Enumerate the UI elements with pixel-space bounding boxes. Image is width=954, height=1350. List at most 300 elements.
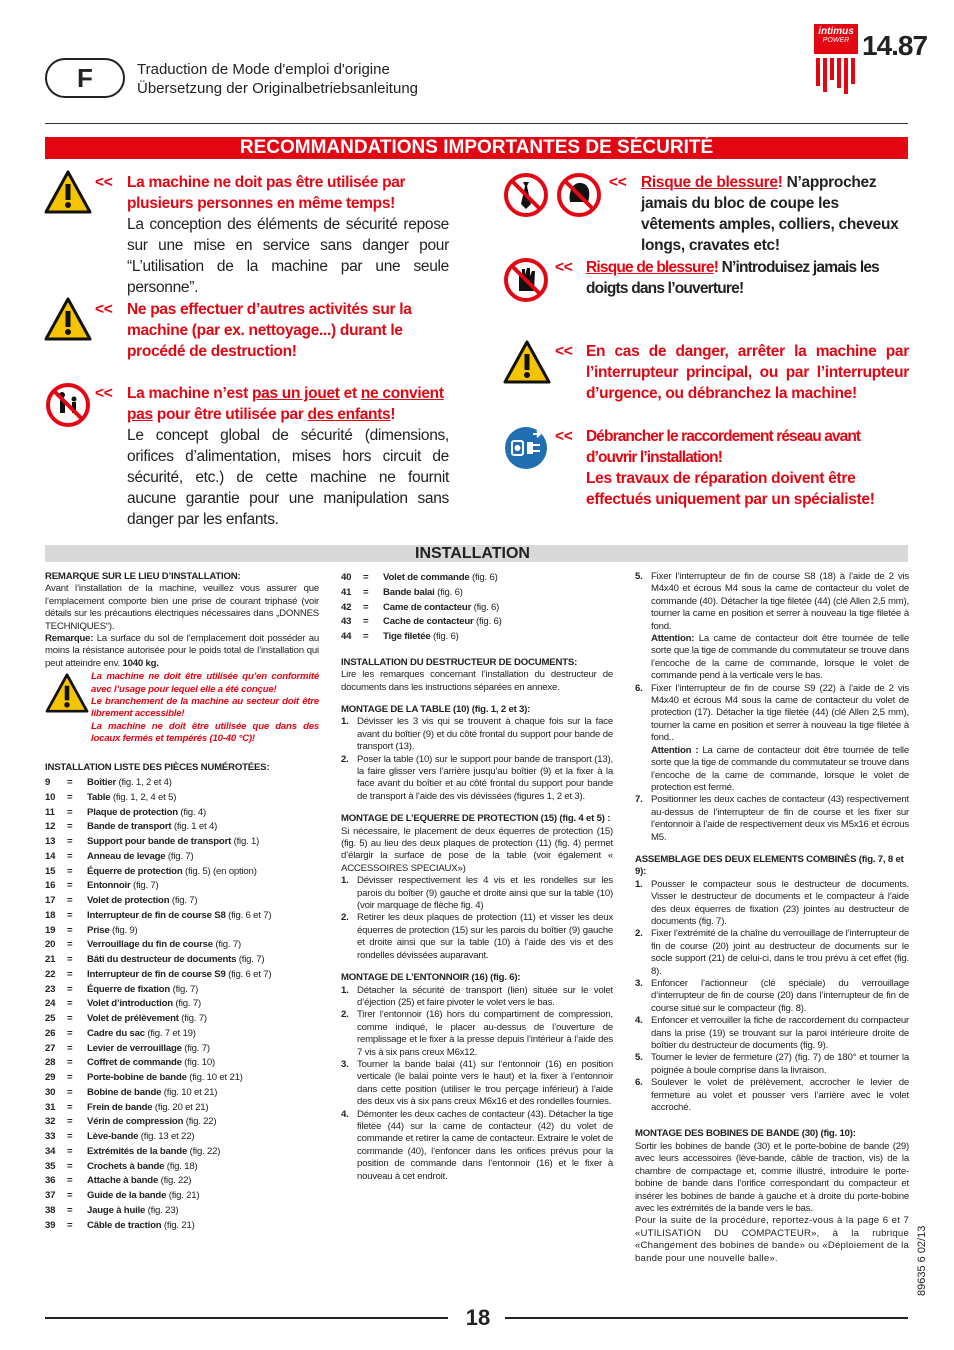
document-code: 89635 6 02/13 — [916, 1225, 928, 1296]
part-number: 30 — [45, 1086, 56, 1098]
part-label — [87, 806, 206, 821]
subtitle-line-1: Traduction de Mode d'emploi d'origine — [137, 61, 390, 78]
page-number: 18 — [465, 1305, 491, 1330]
part-name: Bobine de bande — [87, 1086, 162, 1098]
part-number: 40 — [341, 572, 352, 583]
part-name: Table — [87, 791, 111, 803]
part-label — [87, 1042, 210, 1057]
part-row — [341, 630, 613, 645]
w4-b: ! — [777, 174, 787, 191]
part-number: 27 — [45, 1042, 56, 1054]
c1-remark-text: La surface du sol de l’emplacement doit posséder au moins la résistance autorisée pour le poids total de l’installation qui peut atteindre env. — [45, 633, 319, 669]
part-row — [45, 968, 319, 983]
list-text-body: Pousser le compacteur sous le destructeur de documents. Visser le destructeur de documents et le compacteur à l’aide des deux équerres de fixation (23) jointes au destructeur de documents (fig. 7). — [651, 878, 909, 927]
no-children-icon — [45, 382, 91, 428]
part-name: Frein de bande — [87, 1101, 153, 1113]
part-figure-ref: (fig. 6) — [430, 631, 459, 642]
c1-warning-2: Le branchement de la machine au secteur doit être librement accessible! — [91, 696, 319, 720]
part-figure-ref: (fig. 7) — [212, 939, 241, 951]
part-figure-ref: (fig. 10) — [181, 1057, 216, 1069]
list-item — [635, 794, 909, 844]
part-figure-ref: (fig. 7) — [169, 895, 198, 907]
part-number: 39 — [45, 1219, 56, 1231]
part-figure-ref: (fig. 23) — [145, 1204, 179, 1216]
part-equals: = — [67, 939, 73, 951]
list-item — [341, 754, 613, 804]
part-row — [45, 879, 319, 894]
list-number: 3. — [635, 978, 643, 989]
list-text-body: Fixer l’interrupteur de fin de course S8 (18) à l’aide de 2 vis M4x40 et écrous M4 sous la came de contacteur du volet de commande (40). Détacher la tige filetée (44) (clé Allen 2,5 mm), tourner la came en position et serrer à nouveau la tige filetée à fond. — [651, 571, 909, 632]
part-row — [45, 983, 319, 998]
list-item — [341, 985, 613, 1010]
part-label — [87, 820, 217, 835]
list-item — [635, 978, 909, 1015]
part-number: 41 — [341, 586, 352, 598]
part-row — [45, 1101, 319, 1116]
part-number: 43 — [341, 616, 352, 628]
warning-3-heading — [127, 383, 449, 425]
part-label — [87, 879, 159, 894]
part-number: 44 — [341, 631, 352, 642]
list-number: 2. — [635, 928, 643, 940]
part-label — [87, 1086, 217, 1101]
list-text — [651, 683, 909, 795]
list-text-body: Soulever le volet de prélèvement, accrocher le levier de fermeture au volet et pousser vers l’arrière avec le volet accroché. — [651, 1077, 909, 1114]
list-number: 1. — [341, 875, 349, 887]
marker: << — [95, 385, 113, 402]
part-row — [45, 1115, 319, 1130]
part-name: Bande balai — [383, 586, 435, 598]
part-name: Crochets à bande — [87, 1160, 165, 1172]
installation-band — [45, 545, 908, 562]
w4-c: N’approchez jamais du bloc de coupe les vêtements amples, colliers, cheveux longs, cravates etc! — [641, 174, 899, 254]
intimus-logo — [814, 54, 858, 104]
warning-4 — [641, 172, 909, 256]
footer-rule-left — [45, 1317, 448, 1319]
part-label — [87, 1204, 178, 1219]
list-text-body: Fixer l’interrupteur de fin de course S9 (22) à l’aide de 2 vis M4x40 et écrous M4 sous la came de contacteur du volet de protection (17). Détacher la tige filetée (44) (clé Allen 2,5 mm), tourner la came en position et serrer à nouveau la tige filetée à fond.. — [651, 682, 909, 744]
part-row — [45, 820, 319, 835]
document-subtitle — [137, 60, 418, 98]
column-3 — [635, 571, 909, 1265]
part-figure-ref: (fig. 22) — [187, 1145, 221, 1157]
part-name: Porte-bobine de bande — [87, 1072, 187, 1084]
part-number: 18 — [45, 909, 56, 921]
part-equals: = — [67, 1072, 73, 1084]
c1-remark-weight: 1040 kg. — [122, 657, 159, 669]
part-number: 11 — [45, 806, 55, 818]
list-item — [341, 1059, 613, 1109]
part-row — [45, 1189, 319, 1204]
part-label — [383, 586, 463, 601]
part-equals: = — [363, 572, 369, 583]
part-number: 22 — [45, 968, 56, 980]
language-badge — [45, 58, 125, 98]
list-text-body: Dévisser respectivement les 4 vis et les rondelles sur les parois du boîtier (9) gauche et droite ainsi que sur la table (10) (voir marquage de flèche fig. 4) — [357, 875, 613, 912]
c1-paragraph-1: Avant l’installation de la machine, veuillez vous assurer que l’emplacement comporte bien une prise de courant triphasé (voir détails sur les précautions électriques nécessaires dans „DONNES TECHNIQUES“). — [45, 583, 319, 632]
warning-triangle-icon — [503, 340, 551, 384]
warning-2-bold: Ne pas effectuer d’autres activités sur la machine (par ex. nettoyage...) durant le procédé de destruction! — [127, 301, 412, 360]
part-name: Volet de protection — [87, 895, 170, 907]
part-name: Bâti du destructeur de documents — [87, 954, 237, 966]
part-equals: = — [67, 791, 73, 803]
w3-a: La machine n’est — [127, 385, 252, 402]
list-item — [635, 928, 909, 978]
c2-list-4 — [341, 985, 613, 1184]
part-figure-ref: (fig. 22) — [183, 1116, 217, 1128]
list-text — [651, 1052, 909, 1077]
part-number: 35 — [45, 1160, 56, 1172]
list-text-body: Poser la table (10) sur le support pour bande de transport (13), la faire glisser vers l’arrière jusqu’au boîtier (9) et la fixer à la face avant du boîtier et au côté frontal du support pour bande de transport à l’aide des vis dévissées (figures 1, 2 et 3). — [357, 753, 613, 802]
part-name: Tige filetée — [383, 631, 431, 642]
part-name: Interrupteur de fin de course S8 — [87, 909, 226, 921]
part-label — [87, 791, 176, 806]
part-row — [45, 850, 319, 865]
part-row — [45, 835, 319, 850]
warning-7 — [586, 426, 909, 510]
part-number: 20 — [45, 939, 56, 951]
no-hand-icon — [503, 257, 549, 303]
list-item — [341, 912, 613, 962]
part-equals: = — [67, 880, 73, 892]
part-equals: = — [67, 1057, 73, 1069]
part-name: Équerre de fixation — [87, 983, 171, 995]
warning-6: En cas de danger, arrêter la machine par l’interrupteur principal, ou par l’interrupteur d’urgence, ou débranchez la machine! — [586, 343, 909, 402]
part-row — [45, 1086, 319, 1101]
warning-2 — [127, 299, 449, 362]
part-number: 34 — [45, 1145, 56, 1157]
list-text-body: Démonter les deux caches de contacteur (43). Détacher la tige filetée (44) sur la came de contacteur (42) du volet de commande et retirer la came de contacteur. Extraire le volet de commande (40), l’enfoncer dans les orifices prévus pour la position de commande dans l’entonnoir (16) et le fixer à nouveau à cet endroit. — [357, 1108, 613, 1182]
list-number: 7. — [635, 794, 643, 806]
installation-title: INSTALLATION — [415, 545, 530, 562]
warning-triangle-icon — [45, 673, 89, 713]
language-badge-label: F — [77, 62, 93, 93]
part-row — [45, 953, 319, 968]
part-figure-ref: (fig. 7 et 19) — [144, 1027, 196, 1039]
part-equals: = — [67, 1027, 73, 1039]
part-figure-ref: (fig. 6 et 7) — [225, 909, 272, 921]
part-name: Coffret de commande — [87, 1057, 182, 1069]
part-equals: = — [67, 1013, 73, 1025]
part-number: 24 — [45, 998, 56, 1010]
list-text — [651, 794, 909, 844]
part-name: Volet de commande — [383, 572, 470, 583]
list-item — [635, 1077, 909, 1114]
part-row — [45, 776, 319, 791]
part-equals: = — [67, 968, 73, 980]
w5-c: N’introduisez jamais les doigts dans l’ouverture! — [586, 259, 879, 297]
part-equals: = — [67, 1145, 73, 1157]
list-item — [635, 879, 909, 929]
list-number: 2. — [341, 912, 349, 924]
part-name: Entonnoir — [87, 880, 131, 892]
list-text — [651, 1077, 909, 1114]
list-attention-text: La came de contacteur doit être tournée de telle sorte que la tige de commande du commutateur se trouve dans l’encoche de la came de commande, lorsque le volet de commande pend à la verticale vers le bas. — [651, 633, 909, 682]
part-equals: = — [67, 1219, 73, 1231]
c1-warning-3: La machine ne doit être utilisée que dans des locaux fermés et tempérés (10-40 °C)! — [91, 720, 319, 745]
part-number: 15 — [45, 865, 56, 877]
part-figure-ref: (fig. 6) — [473, 616, 502, 628]
part-figure-ref: (fig. 1, 2, 4 et 5) — [110, 791, 177, 803]
part-number: 38 — [45, 1204, 56, 1216]
part-label — [87, 1160, 198, 1175]
part-row — [45, 997, 319, 1012]
header-divider — [45, 123, 908, 124]
part-figure-ref: (fig. 7) — [236, 954, 265, 966]
list-text-body: Positionner les deux caches de contacteur (43) respectivement au-dessus de l’interrupteur de fin de course et les fixer sur l’entonnoir à l’aide de respectivement deux vis M5x16 et écrous M5. — [651, 794, 909, 843]
part-equals: = — [67, 1190, 73, 1202]
list-text-body: Retirer les deux plaques de protection (11) et visser les deux équerres de protection (15) sur les parois du boîtier (9) gauche et droite ainsi que sur la table (10) à l’aide des vis et des rondelles dévissées auparavant. — [357, 912, 613, 961]
part-label — [383, 615, 502, 630]
list-text-body: Dévisser les 3 vis qui se trouvent à chaque fois sur la face avant du boîtier (9) et du côté frontal du support pour bande de transport (13). — [357, 716, 613, 753]
part-label — [87, 1071, 243, 1086]
part-equals: = — [67, 1175, 73, 1187]
part-figure-ref: (fig. 7) — [170, 983, 199, 995]
part-name: Cadre du sac — [87, 1027, 145, 1039]
part-row — [45, 924, 319, 939]
part-number: 21 — [45, 954, 56, 966]
c1-paragraph-2 — [45, 633, 319, 670]
c1-warning-block — [45, 671, 319, 745]
part-label — [87, 953, 264, 968]
list-item — [635, 1052, 909, 1077]
part-name: Came de contacteur — [383, 601, 472, 613]
part-figure-ref: (fig. 21) — [166, 1190, 200, 1202]
list-item — [341, 875, 613, 912]
list-item — [635, 571, 909, 683]
part-name: Volet de prélèvement — [87, 1013, 179, 1025]
part-figure-ref: (fig. 6) — [471, 601, 500, 613]
marker: << — [555, 259, 573, 276]
c3-list-1 — [635, 571, 909, 844]
part-figure-ref: (fig. 1 et 4) — [171, 821, 218, 833]
part-figure-ref: (fig. 10 et 21) — [186, 1072, 243, 1084]
part-figure-ref: (fig. 7) — [130, 880, 159, 892]
part-number: 13 — [45, 836, 56, 848]
list-text-body: Détacher la sécurité de transport (lien) située sur le volet d’éjection (25) et faire pivoter le volet vers le bas. — [357, 984, 613, 1008]
list-text-body: Enfoncer l’actionneur (clé spéciale) du verrouillage d’interrupteur de fin de course (20) dans l’interrupteur de fin de course situé sur le compacteur (fig. 8). — [651, 978, 909, 1014]
model-number: 14.87 — [862, 30, 928, 61]
part-label — [383, 630, 459, 645]
warning-5 — [586, 257, 909, 299]
part-name: Levier de verrouillage — [87, 1042, 182, 1054]
part-name: Bande de transport — [87, 821, 172, 833]
c3-list-2 — [635, 879, 909, 1115]
part-name: Lève-bande — [87, 1131, 139, 1143]
list-text — [651, 879, 909, 929]
part-figure-ref: (fig. 10 et 21) — [161, 1086, 218, 1098]
part-label — [87, 1027, 196, 1042]
c2-heading-4: MONTAGE DE L’ENTONNOIR (16) (fig. 6): — [341, 972, 521, 984]
list-number: 2. — [341, 753, 349, 765]
warning-1 — [127, 172, 449, 298]
part-label — [383, 601, 499, 616]
part-number: 17 — [45, 895, 56, 907]
part-row — [45, 1056, 319, 1071]
part-row — [45, 1174, 319, 1189]
list-item — [341, 716, 613, 753]
marker: << — [555, 428, 573, 445]
part-equals: = — [67, 1204, 73, 1216]
column-2 — [341, 571, 613, 1183]
part-label — [87, 894, 197, 909]
part-label — [87, 909, 271, 924]
list-number: 2. — [341, 1009, 349, 1021]
part-row — [45, 1160, 319, 1175]
c1-warning-1: La machine ne doit être utilisée qu’en conformité avec l’usage pour lequel elle a été conçue! — [91, 671, 319, 695]
part-equals: = — [67, 924, 73, 936]
part-figure-ref: (fig. 6) — [469, 572, 498, 583]
part-name: Jauge à huile — [87, 1204, 146, 1216]
list-number: 1. — [635, 878, 643, 890]
list-number: 4. — [341, 1108, 349, 1120]
part-number: 42 — [341, 601, 352, 613]
list-text-body: Enfoncer et verrouiller la fiche de raccordement du compacteur dans la prise (19) se trouvant sur la paroi intérieure droite de boîtier du destructeur de documents (fig. 9). — [651, 1015, 909, 1052]
part-equals: = — [67, 1131, 73, 1143]
warning-triangle-icon — [44, 297, 92, 341]
c1-remark-label: Remarque: — [45, 633, 94, 645]
part-row — [341, 586, 613, 601]
part-row — [45, 1219, 319, 1234]
warning-3 — [127, 383, 449, 530]
part-equals: = — [67, 806, 73, 818]
list-attention-text: La came de contacteur doit être tournée de telle sorte que la tige de commande du commutateur se trouve dans l’encoche de la came de commande, lorsque le volet de protection est fermé. — [651, 744, 909, 793]
part-row — [341, 571, 613, 586]
list-text-body: Tourner la bande balai (41) sur l’entonnoir (16) en position verticale (le balai pointe vers le haut) et la fixer à l’entonnoir dans cette position (utiliser le trou perçage inférieur) à l’aide des deux vis à six pans creux M6x16 et des rondelles fournies. — [357, 1058, 613, 1108]
part-figure-ref: (fig. 6) — [434, 586, 463, 598]
part-name: Boîtier — [87, 777, 116, 789]
part-equals: = — [67, 1042, 73, 1054]
part-number: 19 — [45, 924, 56, 936]
part-number: 9 — [45, 777, 51, 789]
marker: << — [95, 174, 113, 191]
brand-logo — [814, 24, 858, 106]
part-label — [87, 1130, 194, 1145]
w3-b: pas un jouet — [251, 385, 340, 402]
part-equals: = — [67, 836, 73, 848]
warning-1-text: La conception des éléments de sécurité repose sur une mise en service sans danger pour “L’utilisation de la machine par une seule personne”. — [127, 216, 449, 296]
list-text — [651, 1015, 909, 1052]
list-text — [357, 754, 613, 804]
part-label — [87, 1174, 191, 1189]
part-number: 10 — [45, 791, 56, 803]
list-number: 1. — [341, 984, 349, 996]
part-row — [45, 865, 319, 880]
part-number: 23 — [45, 983, 56, 995]
list-item — [635, 683, 909, 795]
part-equals: = — [67, 998, 73, 1010]
part-equals: = — [67, 1086, 73, 1098]
list-text — [357, 1009, 613, 1059]
part-name: Support pour bande de transport — [87, 836, 232, 848]
part-row — [45, 938, 319, 953]
part-equals: = — [67, 909, 73, 921]
safety-title-bar — [45, 137, 908, 159]
list-item — [635, 1015, 909, 1052]
part-number: 37 — [45, 1190, 56, 1202]
marker: << — [555, 343, 573, 360]
w5-b: ! — [713, 259, 722, 276]
list-attention-label: Attention: — [651, 633, 695, 645]
column-1 — [45, 571, 319, 1233]
part-equals: = — [363, 616, 369, 628]
list-text — [651, 978, 909, 1015]
part-name: Verrouillage du fin de course — [87, 939, 213, 951]
part-name: Anneau de levage — [87, 850, 166, 862]
list-text — [357, 912, 613, 962]
part-row — [45, 806, 319, 821]
list-item — [341, 1109, 613, 1183]
part-equals: = — [67, 954, 73, 966]
part-row — [341, 601, 613, 616]
list-number: 4. — [635, 1015, 643, 1027]
c2-list-3 — [341, 875, 613, 962]
part-number: 36 — [45, 1175, 56, 1187]
part-figure-ref: (fig. 20 et 21) — [152, 1101, 209, 1113]
part-label — [87, 1101, 208, 1116]
brand-logo-text: intimus — [818, 26, 854, 37]
part-row — [45, 1027, 319, 1042]
c3-paragraph-4: Pour la suite de la procédure, reportez-vous à la page 6 et 7 «UTILISATION DU COMPACTEUR», à la rubrique «Changement des bobines de bande» ou «Déploiement de la bande pour une nouvelle balle». — [635, 1215, 909, 1264]
list-text-body: Tourner le levier de fermeture (27) (fig. 7) de 180° et tourner la poignée à boule comprise dans la livraison. — [651, 1052, 909, 1076]
part-label — [87, 938, 241, 953]
part-equals: = — [67, 865, 73, 877]
part-equals: = — [67, 1101, 73, 1113]
part-label — [87, 1219, 195, 1234]
part-label — [87, 1012, 207, 1027]
list-number: 6. — [635, 1077, 643, 1089]
part-equals: = — [67, 983, 73, 995]
part-label — [87, 983, 198, 998]
part-row — [45, 1145, 319, 1160]
part-number: 33 — [45, 1131, 56, 1143]
list-text — [357, 716, 613, 753]
c2-list-1 — [341, 716, 613, 803]
part-figure-ref: (fig. 9) — [109, 924, 138, 936]
marker: << — [95, 301, 113, 318]
c2-heading-2: MONTAGE DE LA TABLE (10) (fig. 1, 2 et 3): — [341, 703, 531, 715]
w3-g: ! — [390, 406, 396, 423]
part-figure-ref: (fig. 1) — [231, 836, 260, 848]
part-name: Volet d’introduction — [87, 998, 173, 1010]
c1-heading-1: REMARQUE SUR LE LIEU D’INSTALLATION: — [45, 571, 241, 582]
part-name: Câble de traction — [87, 1219, 162, 1231]
part-row — [45, 894, 319, 909]
part-equals: = — [67, 1160, 73, 1172]
part-equals: = — [67, 777, 73, 789]
part-figure-ref: (fig. 4) — [177, 806, 206, 818]
part-label — [87, 1145, 220, 1160]
footer-rule-right — [505, 1317, 908, 1319]
part-figure-ref: (fig. 7) — [181, 1042, 210, 1054]
unplug-icon — [503, 425, 549, 471]
warning-7a: Débrancher le raccordement réseau avant d’ouvrir l’installation! — [586, 428, 861, 466]
w3-f: des enfants — [307, 406, 391, 423]
part-equals: = — [363, 601, 369, 613]
part-figure-ref: (fig. 5) (en option) — [182, 865, 257, 877]
part-number: 25 — [45, 1013, 56, 1025]
list-attention-label: Attention : — [651, 744, 699, 756]
list-text — [357, 985, 613, 1010]
part-label — [87, 776, 172, 791]
list-number: 5. — [635, 571, 643, 582]
c2-heading-1: INSTALLATION DU DESTRUCTEUR DE DOCUMENTS: — [341, 656, 578, 668]
parts-list — [45, 776, 319, 1233]
list-text — [651, 928, 909, 978]
part-equals: = — [67, 821, 73, 833]
list-text — [357, 1059, 613, 1109]
part-number: 16 — [45, 880, 56, 892]
